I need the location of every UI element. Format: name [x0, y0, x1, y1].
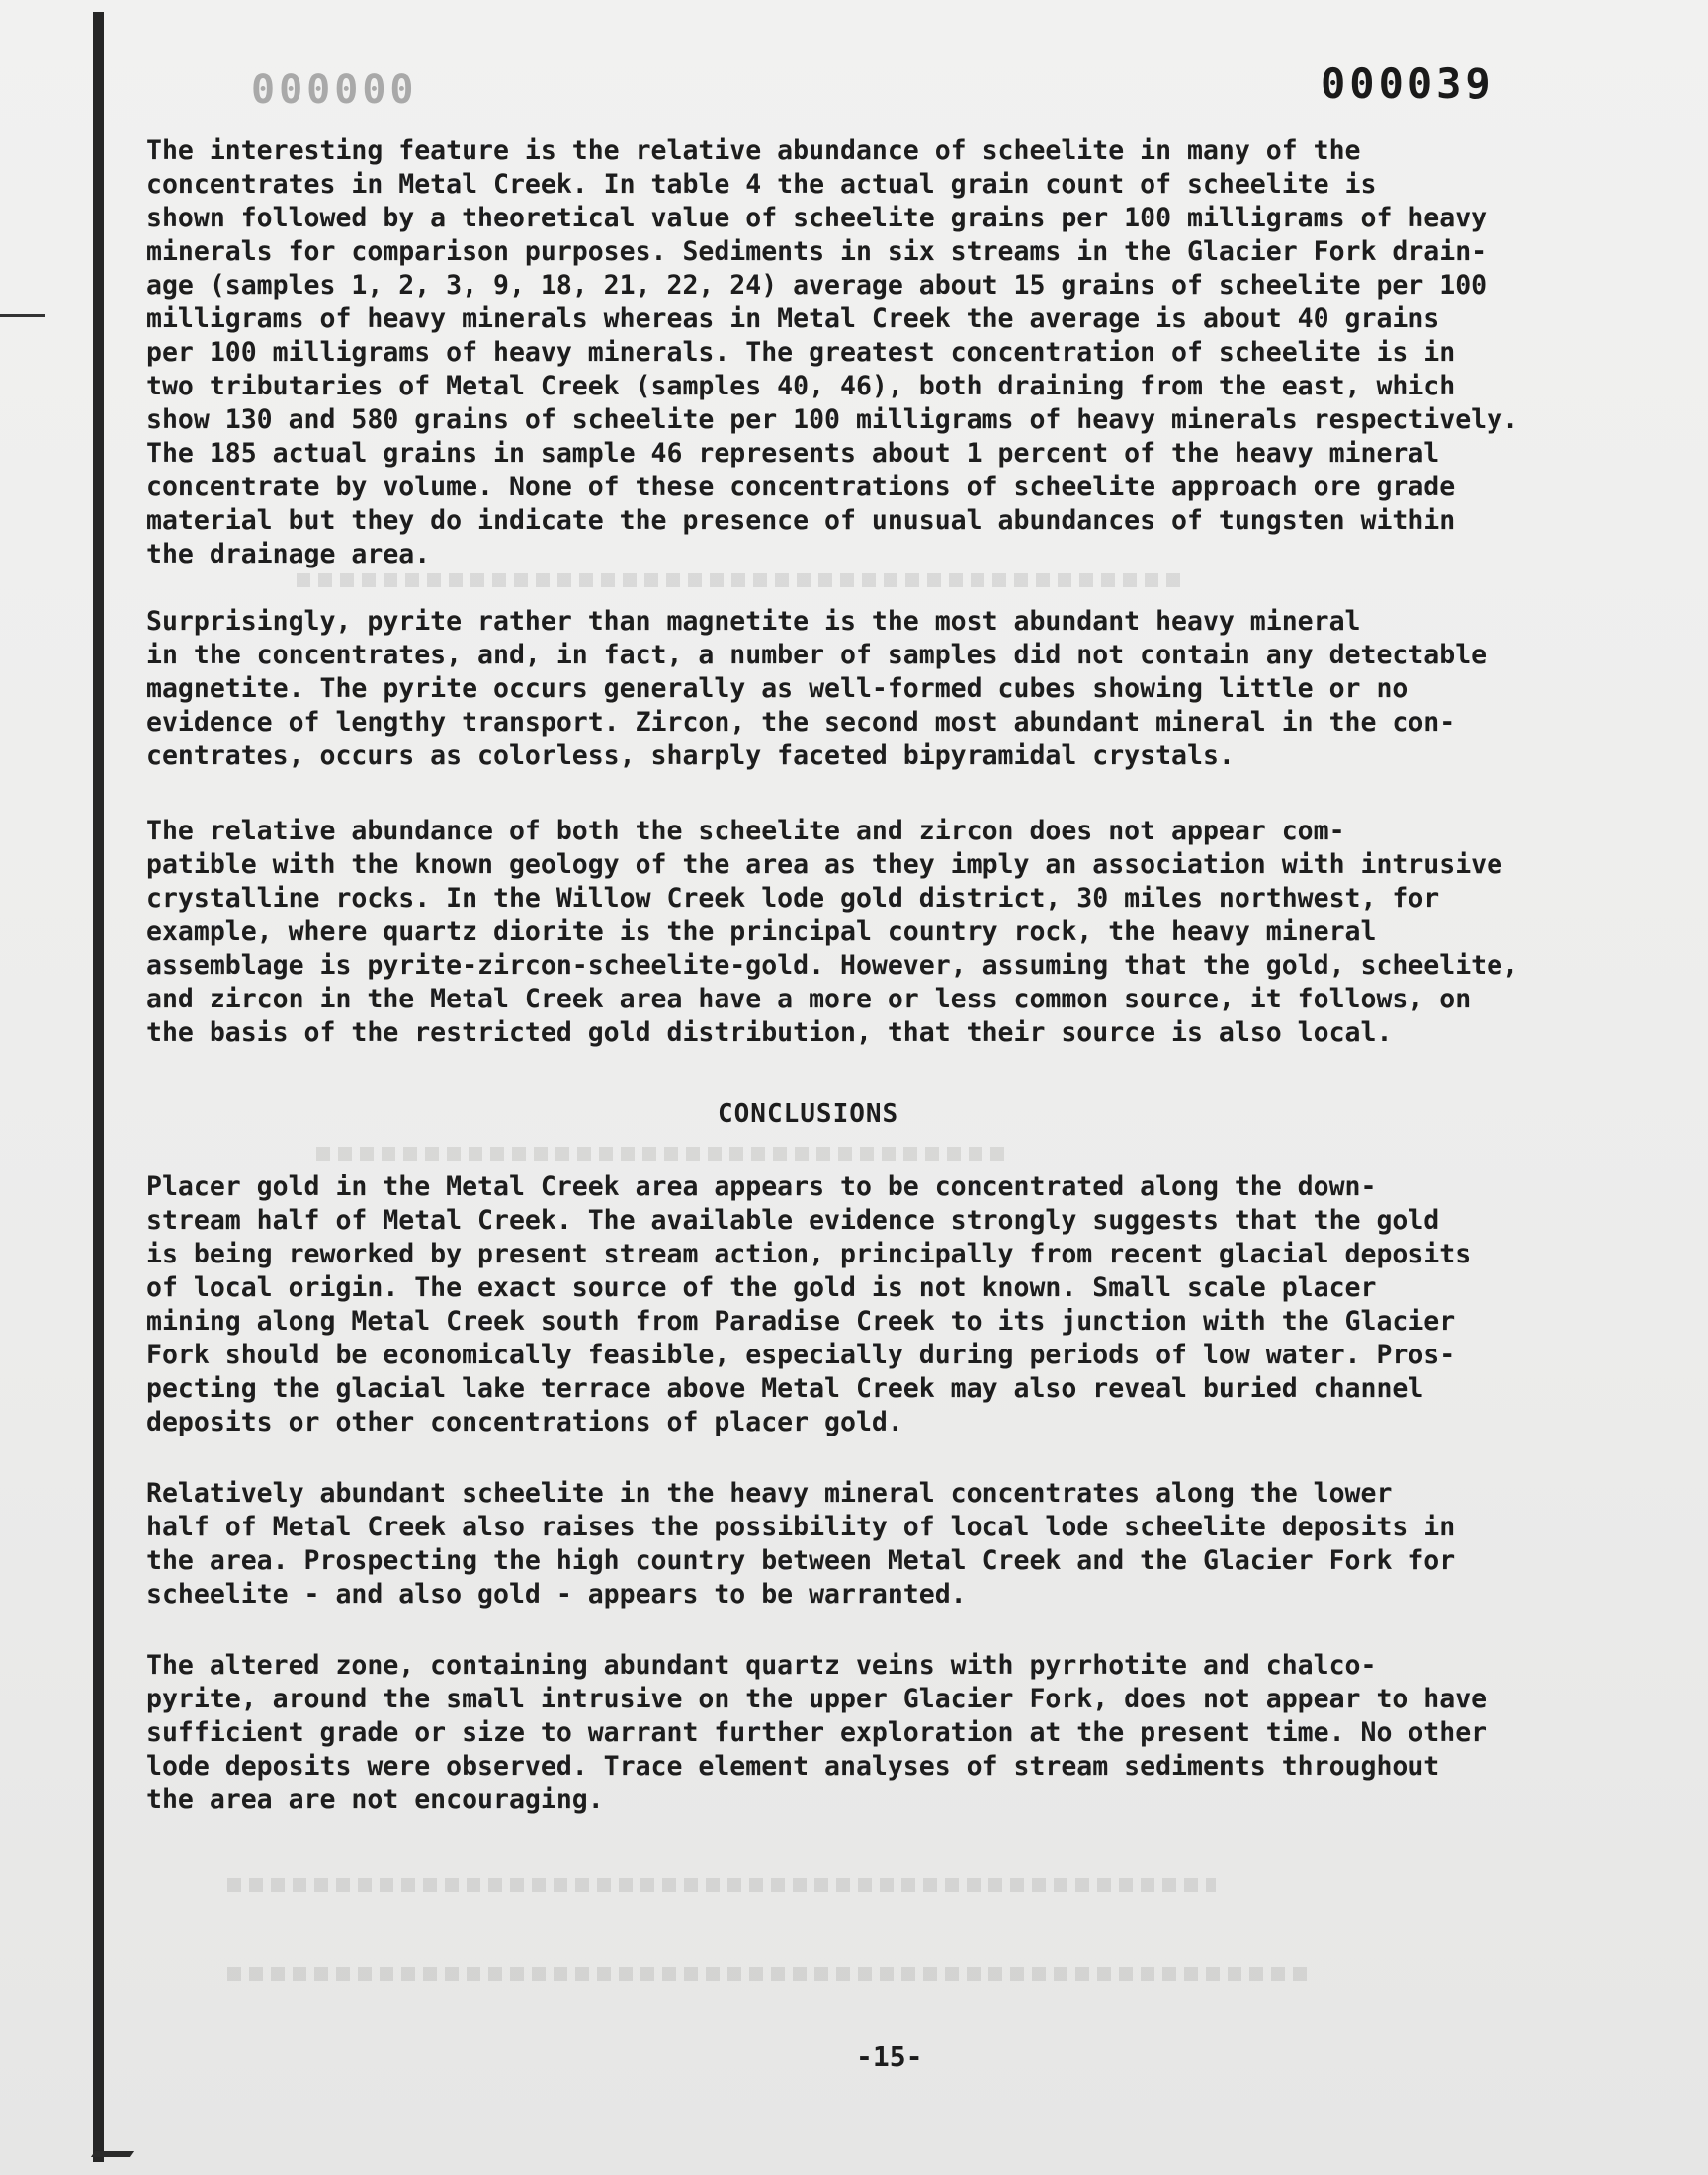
text-line: shown followed by a theoretical value of scheelite grains per 100 milligrams of heavy: [146, 203, 1488, 233]
paragraph-pyrite: [146, 605, 1629, 773]
bleed-through-mark: [297, 573, 1186, 587]
bleed-through-mark: [316, 1147, 1008, 1161]
paragraph-scheelite-abundance: [146, 134, 1629, 571]
text-line: assemblage is pyrite-zircon-scheelite-gold. However, assuming that the gold, scheelite,: [146, 950, 1519, 981]
text-line: Placer gold in the Metal Creek area appears to be concentrated along the down-: [146, 1172, 1377, 1202]
text-line: and zircon in the Metal Creek area have a more or less common source, it follows, on: [146, 984, 1472, 1014]
text-line: example, where quartz diorite is the principal country rock, the heavy mineral: [146, 916, 1377, 947]
text-line: pyrite, around the small intrusive on the upper Glacier Fork, does not appear to have: [146, 1684, 1488, 1714]
text-line: patible with the known geology of the area as they imply an association with intrusive: [146, 849, 1503, 880]
text-line: is being reworked by present stream action, principally from recent glacial deposits: [146, 1239, 1472, 1269]
text-line: pecting the glacial lake terrace above Metal Creek may also reveal buried channel: [146, 1373, 1424, 1404]
text-line: per 100 milligrams of heavy minerals. The greatest concentration of scheelite is in: [146, 337, 1456, 368]
page-number: -15-: [856, 2041, 923, 2073]
text-line: The altered zone, containing abundant quartz veins with pyrrhotite and chalco-: [146, 1650, 1377, 1681]
paragraph-altered-zone: [146, 1649, 1629, 1817]
bleed-through-mark: [227, 1967, 1315, 1981]
text-line: sufficient grade or size to warrant further exploration at the present time. No other: [146, 1717, 1488, 1748]
text-line: concentrates in Metal Creek. In table 4 the actual grain count of scheelite is: [146, 169, 1377, 200]
text-line: stream half of Metal Creek. The available evidence strongly suggests that the gold: [146, 1205, 1440, 1236]
page-stamp-number: 000039: [1321, 59, 1494, 108]
text-line: in the concentrates, and, in fact, a number of samples did not contain any detectable: [146, 640, 1488, 670]
text-line: concentrate by volume. None of these concentrations of scheelite approach ore grade: [146, 472, 1456, 502]
binding-edge-foot: [91, 2151, 134, 2157]
paragraph-placer-gold: [146, 1171, 1629, 1439]
text-line: the drainage area.: [146, 539, 431, 569]
text-line: the area. Prospecting the high country between Metal Creek and the Glacier Fork for: [146, 1545, 1456, 1576]
text-line: The 185 actual grains in sample 46 represents about 1 percent of the heavy mineral: [146, 438, 1440, 469]
faded-page-stamp: 000000: [251, 67, 418, 113]
paragraph-scheelite-deposits: [146, 1477, 1629, 1611]
text-line: The relative abundance of both the scheelite and zircon does not appear com-: [146, 816, 1345, 846]
text-line: of local origin. The exact source of the gold is not known. Small scale placer: [146, 1272, 1377, 1303]
text-line: two tributaries of Metal Creek (samples 40, 46), both draining from the east, which: [146, 371, 1456, 401]
section-heading-conclusions: CONCLUSIONS: [718, 1099, 899, 1129]
binding-edge-line: [93, 12, 104, 2162]
text-line: the area are not encouraging.: [146, 1784, 604, 1815]
text-line: deposits or other concentrations of placer gold.: [146, 1407, 903, 1437]
text-line: the basis of the restricted gold distribution, that their source is also local.: [146, 1017, 1393, 1048]
text-line: show 130 and 580 grains of scheelite per 100 milligrams of heavy minerals respectively.: [146, 404, 1519, 435]
text-line: Fork should be economically feasible, especially during periods of low water. Pros-: [146, 1340, 1456, 1370]
text-line: minerals for comparison purposes. Sediments in six streams in the Glacier Fork drain-: [146, 236, 1488, 267]
text-line: crystalline rocks. In the Willow Creek lode gold district, 30 miles northwest, for: [146, 883, 1440, 914]
text-line: centrates, occurs as colorless, sharply faceted bipyramidal crystals.: [146, 740, 1235, 771]
text-line: lode deposits were observed. Trace element analyses of stream sediments throughout: [146, 1751, 1440, 1782]
text-line: The interesting feature is the relative abundance of scheelite in many of the: [146, 135, 1361, 166]
text-line: half of Metal Creek also raises the possibility of local lode scheelite deposits in: [146, 1512, 1456, 1542]
text-line: age (samples 1, 2, 3, 9, 18, 21, 22, 24) average about 15 grains of scheelite per 100: [146, 270, 1488, 301]
text-line: evidence of lengthy transport. Zircon, the second most abundant mineral in the con-: [146, 707, 1456, 738]
text-line: material but they do indicate the presence of unusual abundances of tungsten within: [146, 505, 1456, 536]
bleed-through-mark: [227, 1878, 1216, 1892]
text-line: mining along Metal Creek south from Paradise Creek to its junction with the Glacier: [146, 1306, 1456, 1337]
text-line: scheelite - and also gold - appears to be warranted.: [146, 1579, 967, 1610]
paragraph-zircon-geology: [146, 815, 1629, 1050]
text-line: Surprisingly, pyrite rather than magnetite is the most abundant heavy mineral: [146, 606, 1361, 637]
text-line: Relatively abundant scheelite in the heavy mineral concentrates along the lower: [146, 1478, 1393, 1509]
text-line: magnetite. The pyrite occurs generally as well-formed cubes showing little or no: [146, 673, 1409, 704]
text-line: milligrams of heavy minerals whereas in Metal Creek the average is about 40 grains: [146, 304, 1440, 334]
margin-mark: [0, 314, 45, 317]
